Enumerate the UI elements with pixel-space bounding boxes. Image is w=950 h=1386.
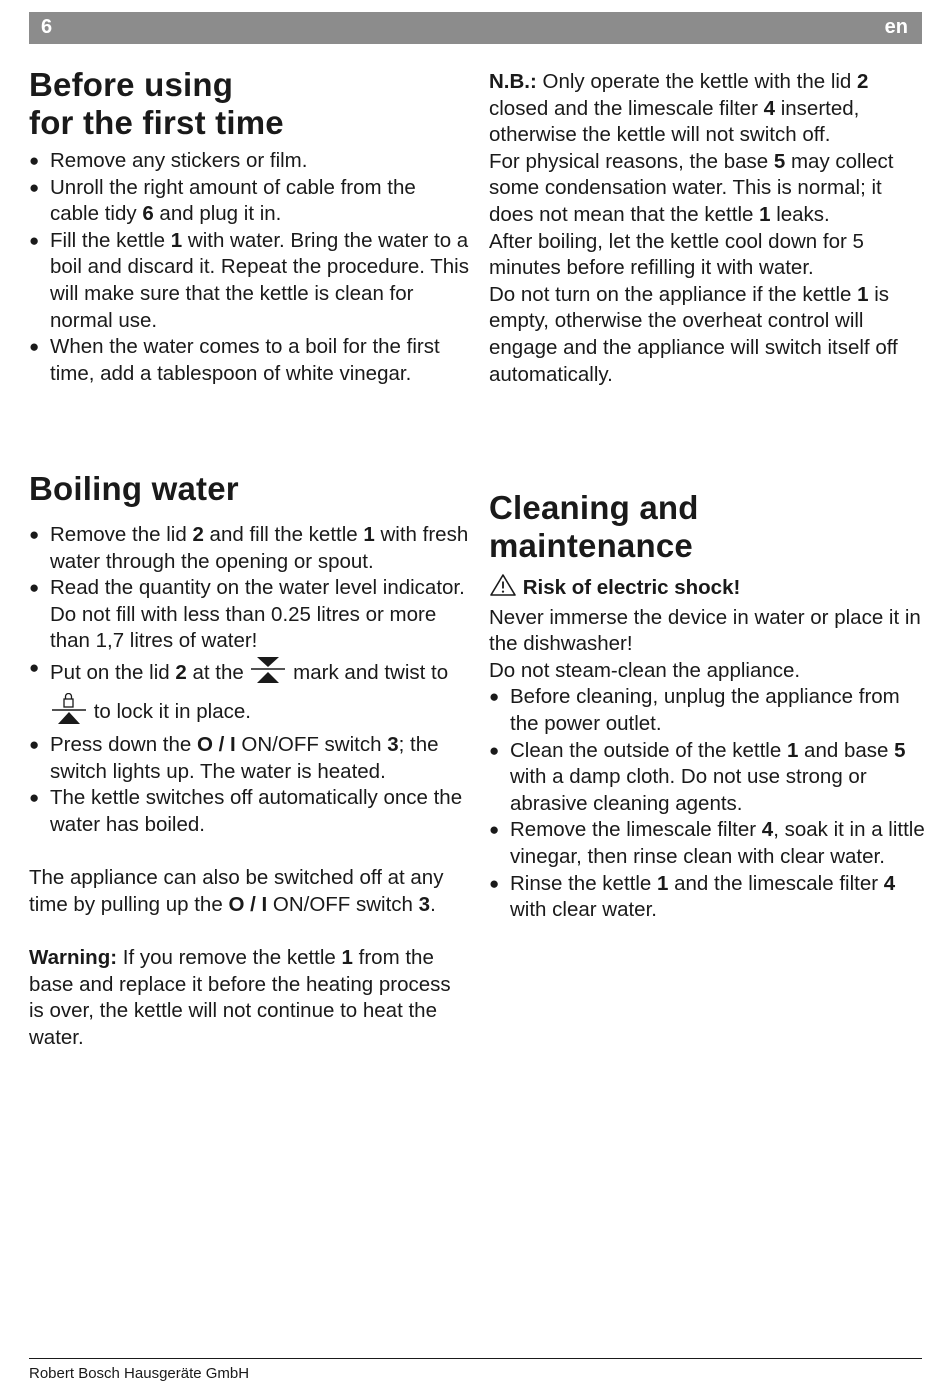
section-cleaning [489, 489, 925, 924]
instruction-list [29, 522, 469, 839]
body-paragraph: Never immerse the device in water or place it in the dishwasher! [489, 605, 921, 656]
section-title: Cleaning and maintenance [489, 489, 699, 564]
list-item: ● Rinse the kettle 1 and the limescale filter 4 with clear water. [489, 871, 896, 922]
warning-paragraph: Warning: If you remove the kettle 1 from the base and replace it before the heating process is over, the kettle will not continue to heat the water. [29, 945, 451, 1049]
list-item: ● When the water comes to a boil for the first time, add a tablespoon of white vinegar. [29, 335, 440, 385]
bullet-icon: ● [29, 788, 40, 808]
section-title: Before using for the first time [29, 66, 284, 141]
bullet-icon: ● [29, 525, 40, 544]
section-notes [489, 69, 925, 388]
page-header [29, 12, 922, 44]
footer-divider [29, 1358, 922, 1359]
list-item: ● Unroll the right amount of cable from the cable tidy 6 and plug it in. [29, 175, 416, 226]
note-paragraph: N.B.: Only operate the kettle with the lid 2 closed and the limescale filter 4 inserted, otherwise the kettle will not switch off. [489, 70, 869, 147]
note-paragraph: After boiling, let the kettle cool down for 5 minutes before refilling it with water. [489, 229, 864, 280]
list-item: ● Put on the lid 2 at the mark and twist to to lock it in place. [29, 655, 469, 732]
bullet-icon: ● [29, 337, 40, 357]
list-item: ● Remove the lid 2 and fill the kettle 1 with fresh water through the opening or spout. [29, 523, 469, 573]
list-item: ● Remove any stickers or film. [29, 148, 469, 175]
footer-company: Robert Bosch Hausgeräte GmbH [29, 1365, 250, 1382]
bullet-icon: ● [29, 657, 40, 677]
body-paragraph: Do not steam-clean the appliance. [489, 658, 801, 682]
list-item: ● Read the quantity on the water level indicator. Do not fill with less than 0.25 litres or more than 1,7 litres of water! [29, 576, 465, 653]
list-item: ● Press down the O / I ON/OFF switch 3; the switch lights up. The water is heated. [29, 733, 439, 783]
bullet-icon: ● [489, 687, 500, 707]
list-item: ● Clean the outside of the kettle 1 and base 5 with a damp cloth. Do not use strong or abrasive cleaning agents. [489, 738, 906, 815]
lid-alignment-mark-icon [249, 655, 287, 693]
bullet-icon: ● [489, 820, 500, 840]
section-boiling [29, 470, 469, 1051]
section-title: Boiling water [29, 470, 239, 507]
instruction-list [29, 148, 469, 387]
warning-triangle-icon [489, 573, 517, 605]
bullet-icon: ● [29, 177, 40, 197]
bullet-icon: ● [29, 578, 40, 598]
language-code: en [884, 16, 908, 38]
bullet-icon: ● [29, 151, 40, 170]
list-item: ● Remove the limescale filter 4, soak it in a little vinegar, then rinse clean with clear water. [489, 818, 925, 868]
bullet-icon: ● [489, 873, 500, 893]
bullet-icon: ● [29, 735, 40, 755]
lock-icon [50, 693, 88, 733]
note-paragraph: For physical reasons, the base 5 may collect some condensation water. This is normal; it does not mean that the kettle 1 leaks. [489, 149, 894, 226]
bullet-icon: ● [489, 740, 500, 760]
page-number: 6 [41, 16, 53, 38]
list-item: ● The kettle switches off automatically once the water has boiled. [29, 786, 463, 836]
risk-heading: Risk of electric shock! [489, 573, 925, 605]
note-paragraph: Do not turn on the appliance if the kettle 1 is empty, otherwise the overheat control will engage and the appliance will switch itself off automatically. [489, 282, 898, 386]
bullet-icon: ● [29, 230, 40, 250]
instruction-list [489, 684, 925, 923]
body-paragraph: The appliance can also be switched off at any time by pulling up the O / I ON/OFF switch 3. [29, 866, 444, 916]
section-first-use [29, 66, 469, 387]
list-item: ● Before cleaning, unplug the appliance from the power outlet. [489, 685, 900, 735]
list-item: ● Fill the kettle 1 with water. Bring the water to a boil and discard it. Repeat the procedure. This will make sure that the kettle is clean for normal use. [29, 228, 469, 332]
